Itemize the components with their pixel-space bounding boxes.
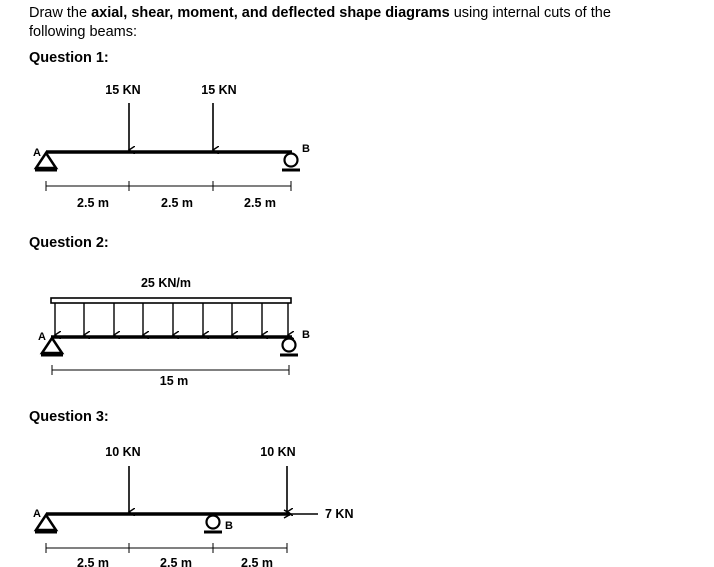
span-label: 2.5 m (77, 196, 109, 210)
roller-support-icon (282, 154, 300, 171)
dimension-line (46, 543, 287, 553)
question-2-beam-diagram (38, 276, 310, 388)
support-label-b: B (302, 143, 310, 155)
span-label: 2.5 m (160, 556, 192, 567)
roller-support-icon (280, 339, 298, 356)
question-2-title: Question 2: (29, 235, 109, 251)
support-label-b: B (302, 329, 310, 341)
load-label: 15 KN (105, 83, 141, 97)
span-label: 2.5 m (241, 556, 273, 567)
load-label: 15 KN (201, 83, 237, 97)
span-label: 15 m (159, 374, 189, 388)
question-3-title: Question 3: (29, 409, 109, 425)
support-label-a: A (33, 508, 41, 520)
instructions-emphasis: axial, shear, moment, and deflected shape diagrams (91, 5, 450, 21)
dimension-line (46, 181, 291, 191)
support-label-a: A (38, 331, 46, 343)
question-3-beam-diagram (33, 445, 353, 567)
distributed-load-label: 25 KN/m (140, 276, 192, 290)
span-label: 2.5 m (161, 196, 193, 210)
instructions: Draw the axial, shear, moment, and deflected shape diagrams using internal cuts of the following beams: (29, 5, 611, 40)
load-label: 10 KN (260, 445, 296, 459)
question-1-title: Question 1: (29, 50, 109, 66)
roller-support-icon (204, 516, 222, 533)
load-label: 10 KN (105, 445, 141, 459)
span-label: 2.5 m (244, 196, 276, 210)
support-label-b: B (225, 520, 233, 532)
question-1-beam-diagram (33, 83, 310, 210)
horizontal-load-label: 7 KN (325, 507, 354, 521)
support-label-a: A (33, 147, 41, 159)
span-label: 2.5 m (77, 556, 109, 567)
distributed-load-icon (51, 298, 291, 335)
